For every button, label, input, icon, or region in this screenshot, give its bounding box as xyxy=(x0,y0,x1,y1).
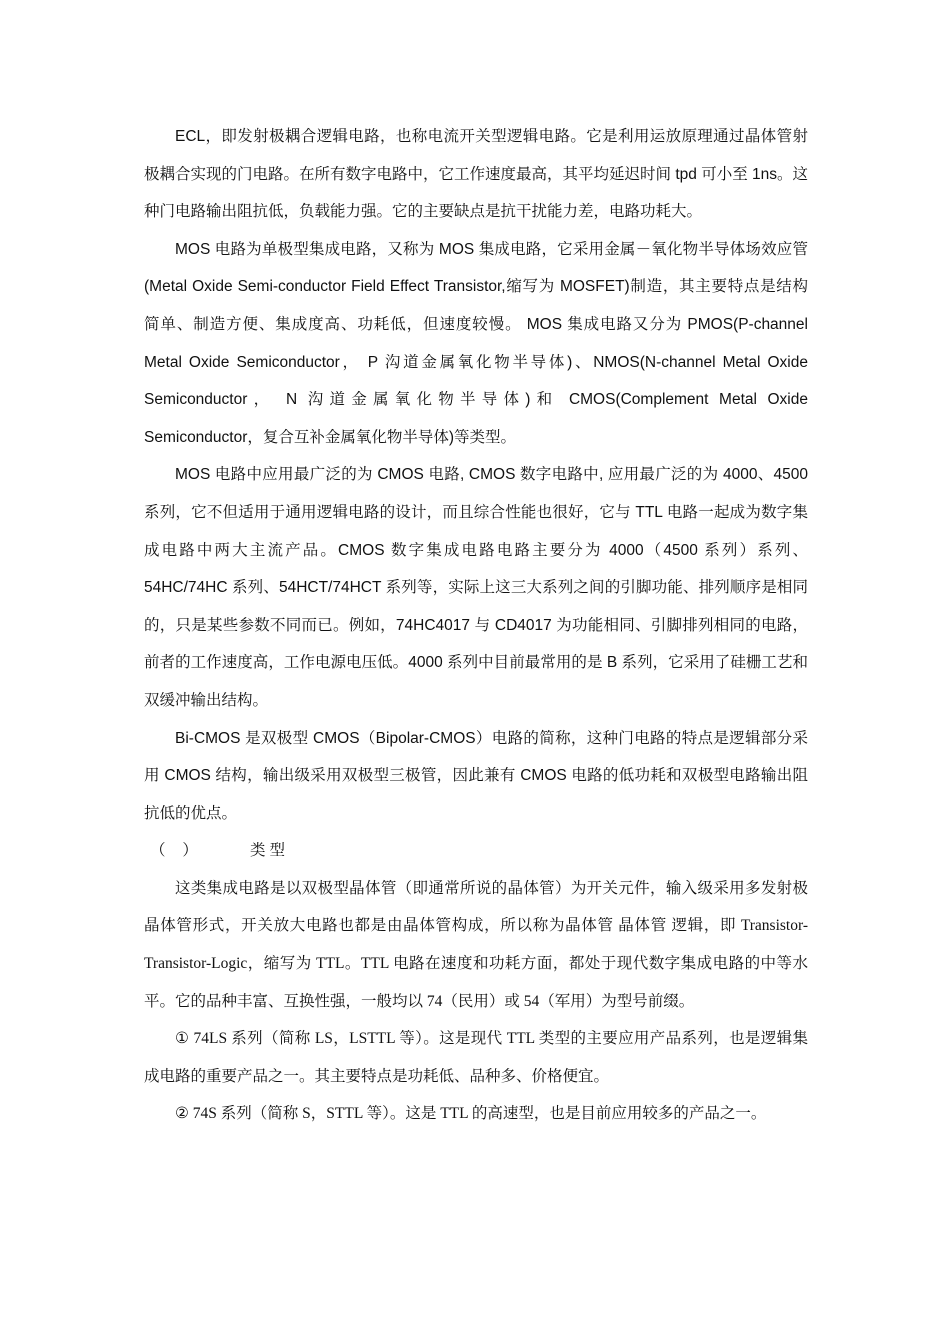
paragraph-ttl-intro: 这类集成电路是以双极型晶体管（即通常所说的晶体管）为开关元件，输入级采用多发射极晶体管形式，开关放大电路也都是由晶体管构成，所以称为晶体管 晶体管 逻辑，即 Transistor-Transistor-Logic，缩写为 TTL。TTL 电路在速度和功耗方面，都处于现代数字集成电路的中等水平。它的品种丰富、互换性强，一般均以 74（民用）或 54（军用）为型号前缀。 xyxy=(144,879,808,1010)
section-heading-title: 类型 xyxy=(250,841,290,860)
list-item-74s: ② 74S 系列（简称 S，STTL 等）。这是 TTL 的高速型，也是目前应用较多的产品之一。 xyxy=(175,1105,767,1123)
paragraph-bicmos: Bi-CMOS 是双极型 CMOS（Bipolar-CMOS）电路的简称，这种门电路的特点是逻辑部分采用 CMOS 结构，输出级采用双极型三极管，因此兼有 CMOS 电路的低功耗和双极型电路输出阻抗低的优点。 xyxy=(144,729,808,822)
paragraph-mos: MOS 电路为单极型集成电路，又称为 MOS 集成电路，它采用金属－氧化物半导体场效应管(Metal Oxide Semi-conductor Field Effect Transistor,缩写为 MOSFET)制造，其主要特点是结构简单、制造方便、集成度高、功耗低，但速度较慢。 MOS 集成电路又分为 PMOS(P-channel Metal Oxide Semiconductor， P 沟道金属氧化物半导体)、NMOS(N-channel Metal Oxide Semiconductor， N 沟道金属氧化物半导体)和 CMOS(Complement Metal Oxide Semiconductor，复合互补金属氧化物半导体)等类型。 xyxy=(144,240,808,446)
list-item-74ls: ① 74LS 系列（简称 LS，LSTTL 等）。这是现代 TTL 类型的主要应用产品系列，也是逻辑集成电路的重要产品之一。其主要特点是功耗低、品种多、价格便宜。 xyxy=(144,1030,808,1085)
paragraph-cmos: MOS 电路中应用最广泛的为 CMOS 电路, CMOS 数字电路中, 应用最广泛的为 4000、4500 系列，它不但适用于通用逻辑电路的设计，而且综合性能也很好，它与 TTL 电路一起成为数字集成电路中两大主流产品。CMOS 数字集成电路电路主要分为 4000（4500 系列）系列、54HC/74HC 系列、54HCT/74HCT 系列等，实际上这三大系列之间的引脚功能、排列顺序是相同的，只是某些参数不同而已。例如，74HC4017 与 CD4017 为功能相同、引脚排列相同的电路，前者的工作速度高，工作电源电压低。4000 系列中目前最常用的是 B 系列，它采用了硅栅工艺和双缓冲输出结构。 xyxy=(144,466,808,709)
section-heading xyxy=(144,832,808,870)
document-page xyxy=(144,118,808,1133)
paragraph-ecl: ECL，即发射极耦合逻辑电路，也称电流开关型逻辑电路。它是利用运放原理通过晶体管射极耦合实现的门电路。在所有数字电路中，它工作速度最高，其平均延迟时间 tpd 可小至 1ns。这种门电路输出阻抗低，负载能力强。它的主要缺点是抗干扰能力差，电路功耗大。 xyxy=(144,128,808,221)
section-heading-number: （ ） xyxy=(150,841,204,860)
